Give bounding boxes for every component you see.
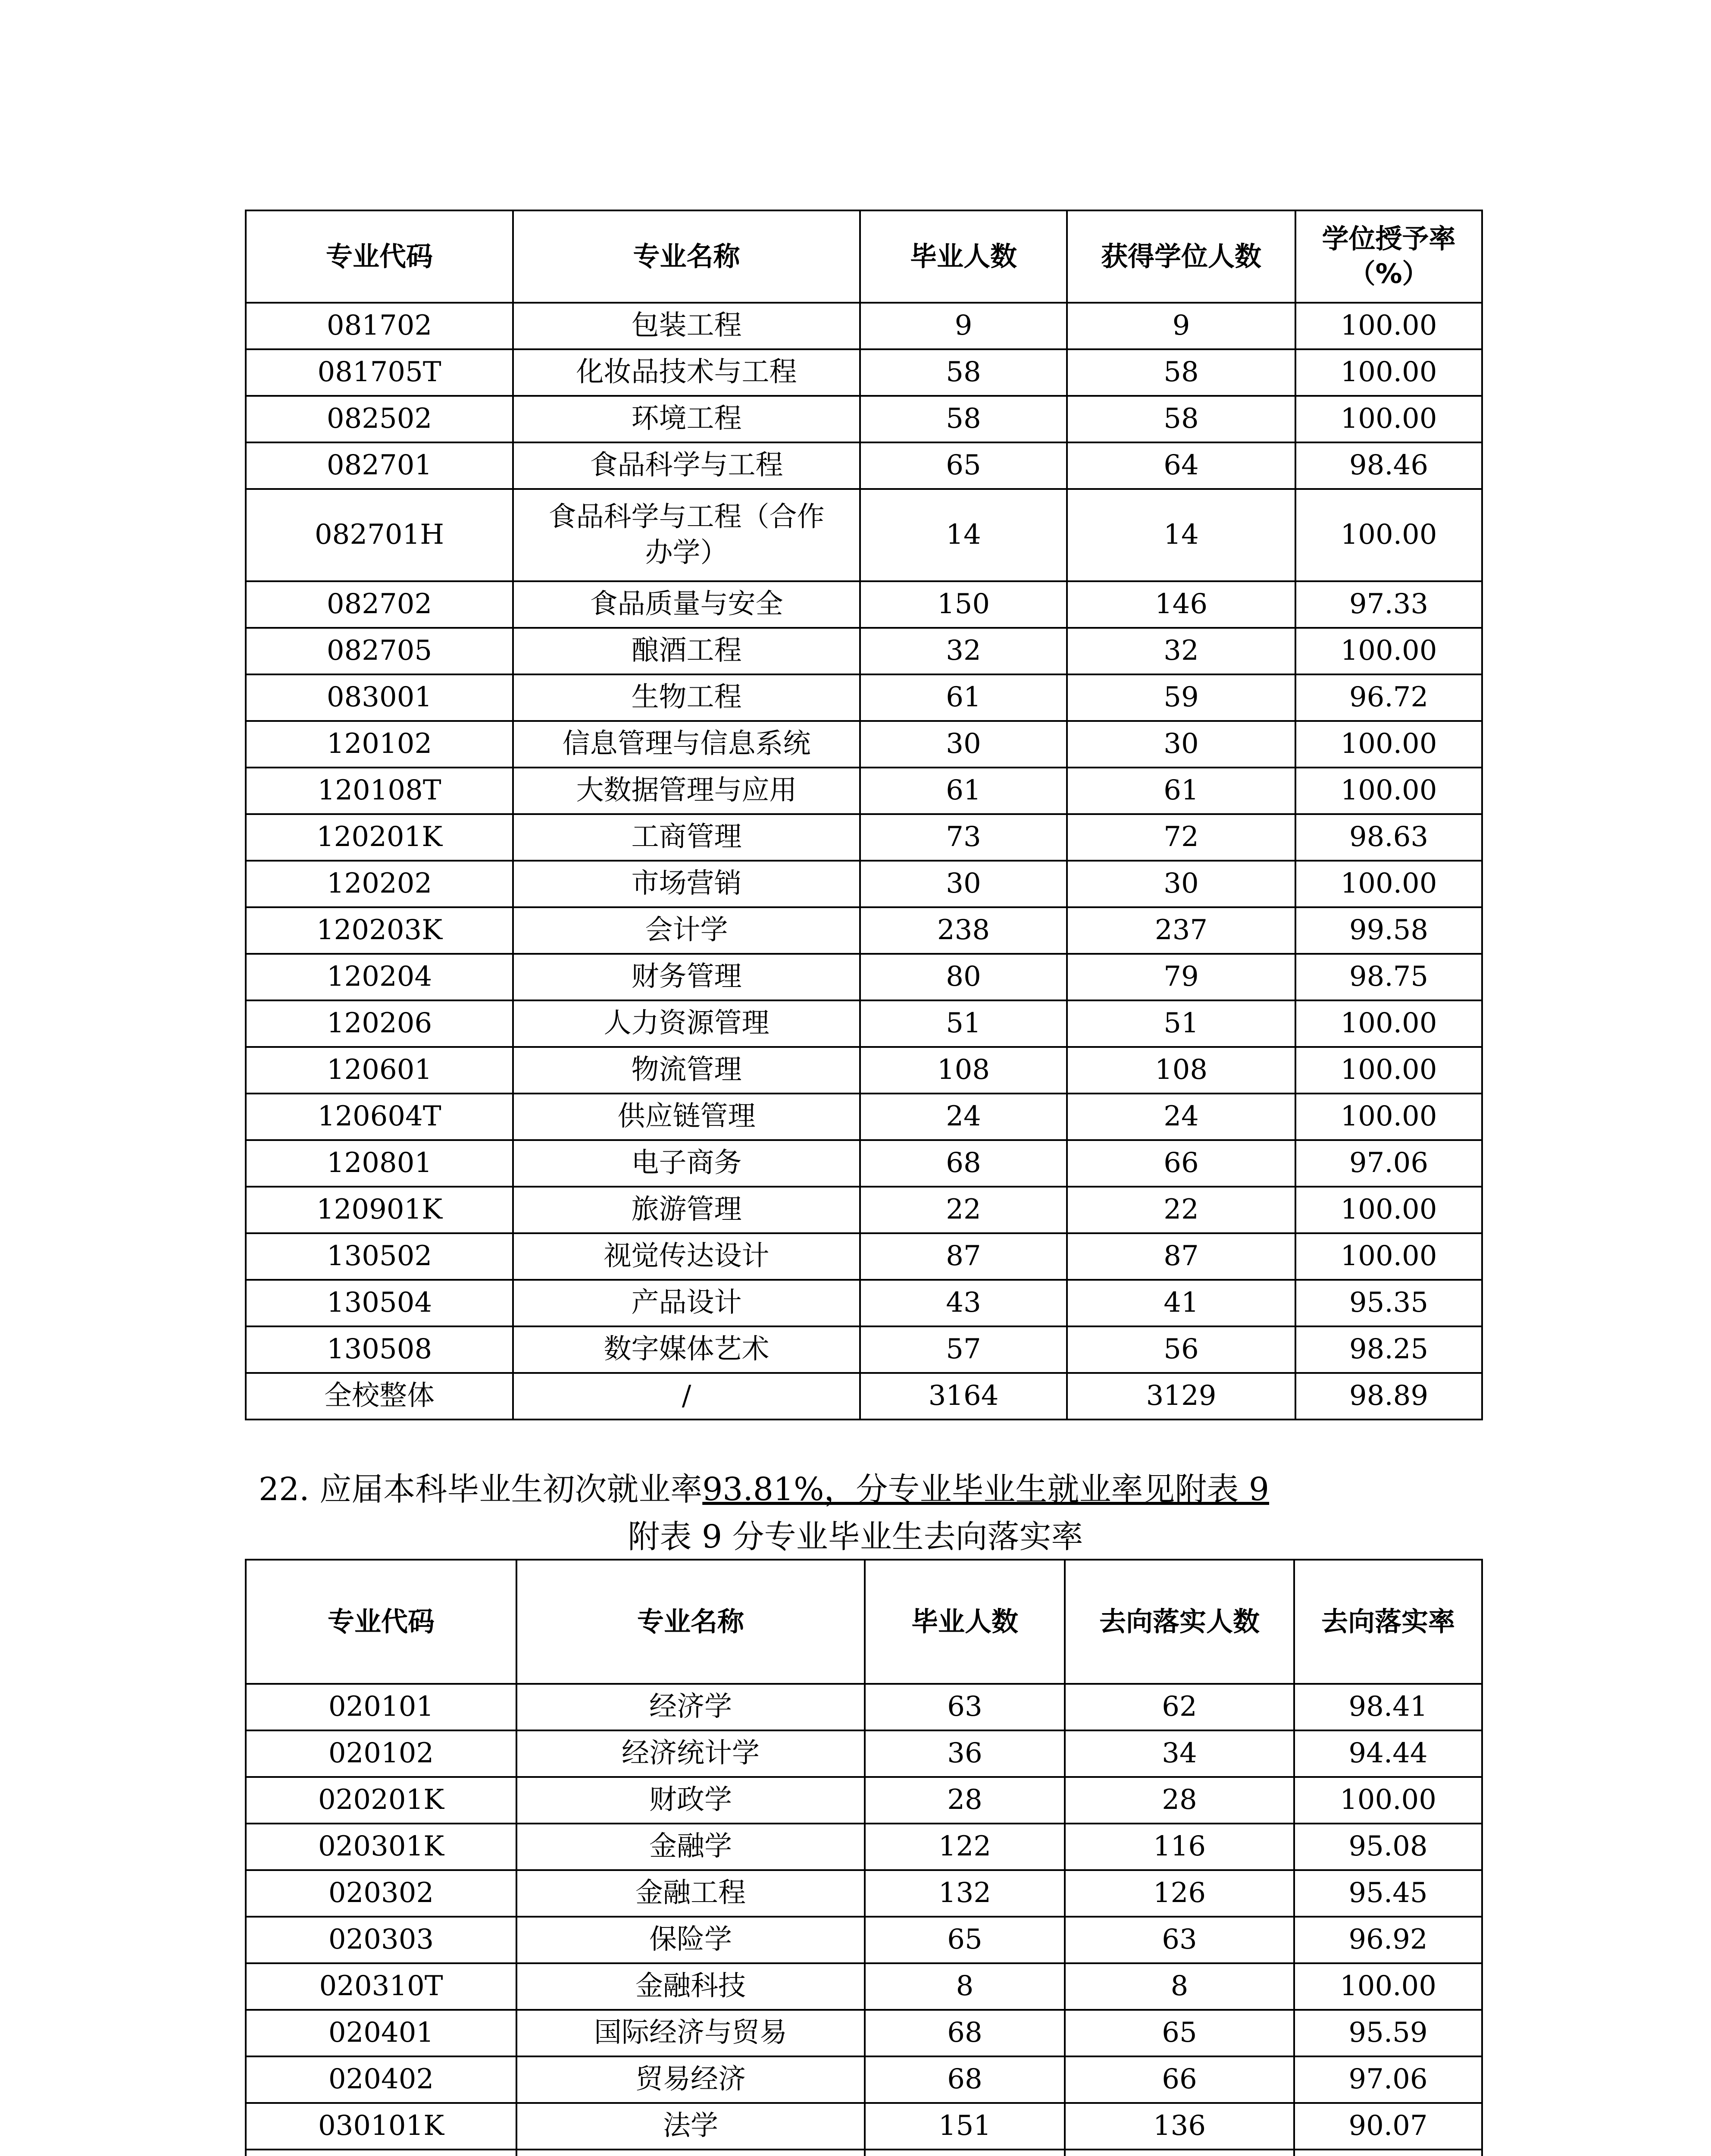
employment-rate-paragraph: 22. 应届本科毕业生初次就业率93.81%，分专业毕业生就业率见附表 9 <box>259 1471 1269 1508</box>
cell-major-code: 020102 <box>246 1730 516 1777</box>
cell-major-code <box>246 2150 516 2156</box>
cell-major-code: 120108T <box>246 768 513 814</box>
header-placement-rate: 去向落实率 <box>1294 1560 1482 1684</box>
cell-rate: 90.07 <box>1294 2103 1482 2150</box>
cell-rate: 97.33 <box>1295 581 1482 628</box>
header-major-name: 专业名称 <box>513 210 860 303</box>
header-major-code: 专业代码 <box>246 210 513 303</box>
cell-major-name: 环境工程 <box>513 396 860 442</box>
cell-graduates: 63 <box>865 1684 1065 1730</box>
cell-major-name: 视觉传达设计 <box>513 1233 860 1280</box>
table-row <box>246 1047 1482 1094</box>
cell-major-code: 120204 <box>246 954 513 1000</box>
table-row <box>246 1280 1482 1326</box>
cell-graduates: 122 <box>865 1824 1065 1870</box>
cell-rate: 98.89 <box>1295 1373 1482 1420</box>
cell-graduates: 150 <box>860 581 1067 628</box>
cell-major-code: 020201K <box>246 1777 516 1824</box>
cell-count: 237 <box>1067 907 1295 954</box>
cell-count: 32 <box>1067 628 1295 674</box>
cell-major-code: 120203K <box>246 907 513 954</box>
cell-major-code: 030101K <box>246 2103 516 2150</box>
table-row <box>246 2056 1482 2103</box>
table-row <box>246 396 1482 442</box>
cell-count: 87 <box>1067 1233 1295 1280</box>
table-row <box>246 1963 1482 2010</box>
table-row <box>246 2103 1482 2150</box>
cell-major-name: 食品科学与工程 <box>513 442 860 489</box>
cell-rate: 96.72 <box>1295 674 1482 721</box>
table-row <box>246 674 1482 721</box>
cell-major-code: 120202 <box>246 861 513 907</box>
table-row <box>246 768 1482 814</box>
cell-rate: 100.00 <box>1295 489 1482 581</box>
cell-graduates: 51 <box>860 1000 1067 1047</box>
cell-count: 59 <box>1067 674 1295 721</box>
cell-major-name: 财务管理 <box>513 954 860 1000</box>
cell-count: 28 <box>1065 1777 1294 1824</box>
table-row <box>246 1233 1482 1280</box>
cell-count: 30 <box>1067 861 1295 907</box>
cell-count: 22 <box>1067 1187 1295 1233</box>
cell-major-code: 020301K <box>246 1824 516 1870</box>
employment-rate-value: 93.81%，分专业毕业生就业率见附表 9 <box>702 1471 1269 1508</box>
cell-major-code: 082701H <box>246 489 513 581</box>
cell-major-name: 财政学 <box>516 1777 865 1824</box>
table-row <box>246 907 1482 954</box>
cell-rate: 97.06 <box>1294 2056 1482 2103</box>
cell-major-name: 电子商务 <box>513 1140 860 1187</box>
cell-count: 63 <box>1065 1917 1294 1963</box>
cell-rate: 100.00 <box>1295 1047 1482 1094</box>
cell-graduates: 36 <box>865 1730 1065 1777</box>
cell-major-name: / <box>513 1373 860 1420</box>
cell-major-name: 会计学 <box>513 907 860 954</box>
cell-count: 136 <box>1065 2103 1294 2150</box>
cell-count: 65 <box>1065 2010 1294 2056</box>
cell-count: 66 <box>1065 2056 1294 2103</box>
cell-graduates: 87 <box>860 1233 1067 1280</box>
cell-rate: 100.00 <box>1295 861 1482 907</box>
table-header-row <box>246 1560 1482 1684</box>
table-row <box>246 1326 1482 1373</box>
cell-major-name: 金融工程 <box>516 1870 865 1917</box>
cell-major-name: 经济学 <box>516 1684 865 1730</box>
cell-count: 116 <box>1065 1824 1294 1870</box>
cell-major-name: 信息管理与信息系统 <box>513 721 860 768</box>
cell-count: 58 <box>1067 349 1295 396</box>
cell-graduates: 32 <box>860 628 1067 674</box>
cell-rate: 98.63 <box>1295 814 1482 861</box>
table-row <box>246 1917 1482 1963</box>
cell-major-name: 化妆品技术与工程 <box>513 349 860 396</box>
cell-graduates: 57 <box>860 1326 1067 1373</box>
cell-count: 14 <box>1067 489 1295 581</box>
table-row <box>246 1730 1482 1777</box>
cell-major-code: 020401 <box>246 2010 516 2056</box>
cell-count: 8 <box>1065 1963 1294 2010</box>
cell-major-code: 083001 <box>246 674 513 721</box>
table-row <box>246 1094 1482 1140</box>
cell-rate: 98.75 <box>1295 954 1482 1000</box>
header-major-code: 专业代码 <box>246 1560 516 1684</box>
cell-major-code: 130502 <box>246 1233 513 1280</box>
cell-graduates: 8 <box>865 1963 1065 2010</box>
cell-major-code: 120102 <box>246 721 513 768</box>
cell-rate: 100.00 <box>1295 1000 1482 1047</box>
cell-major-code: 120601 <box>246 1047 513 1094</box>
cell-major-code: 020310T <box>246 1963 516 2010</box>
cell-graduates: 43 <box>860 1280 1067 1326</box>
cell-count: 9 <box>1067 303 1295 349</box>
table-row <box>246 1870 1482 1917</box>
cell-rate: 96.92 <box>1294 1917 1482 1963</box>
cell-count: 61 <box>1067 768 1295 814</box>
table-row <box>246 2150 1482 2156</box>
table-row <box>246 628 1482 674</box>
cell-major-code: 020402 <box>246 2056 516 2103</box>
cell-major-name: 贸易经济 <box>516 2056 865 2103</box>
header-placed-count: 去向落实人数 <box>1065 1560 1294 1684</box>
table-row <box>246 1187 1482 1233</box>
table-row <box>246 1684 1482 1730</box>
cell-major-name: 生物工程 <box>513 674 860 721</box>
cell-count: 58 <box>1067 396 1295 442</box>
cell-major-code: 120201K <box>246 814 513 861</box>
cell-major-code: 082701 <box>246 442 513 489</box>
cell-rate: 100.00 <box>1295 396 1482 442</box>
header-major-name: 专业名称 <box>516 1560 865 1684</box>
cell-count: 3129 <box>1067 1373 1295 1420</box>
table-caption: 附表 9 分专业毕业生去向落实率 <box>628 1518 1083 1555</box>
cell-graduates: 61 <box>860 674 1067 721</box>
cell-major-code: 130504 <box>246 1280 513 1326</box>
employment-rate-table <box>245 1559 1483 2156</box>
table-row <box>246 814 1482 861</box>
cell-count: 146 <box>1067 581 1295 628</box>
cell-graduates: 151 <box>865 2103 1065 2150</box>
cell-count: 62 <box>1065 1684 1294 1730</box>
cell-graduates: 80 <box>860 954 1067 1000</box>
header-graduates: 毕业人数 <box>860 210 1067 303</box>
cell-graduates: 238 <box>860 907 1067 954</box>
cell-rate: 100.00 <box>1294 1963 1482 2010</box>
cell-rate: 94.44 <box>1294 1730 1482 1777</box>
cell-major-name: 数字媒体艺术 <box>513 1326 860 1373</box>
cell-graduates: 68 <box>865 2056 1065 2103</box>
cell-major-code: 120604T <box>246 1094 513 1140</box>
cell-rate <box>1294 2150 1482 2156</box>
cell-graduates: 28 <box>865 1777 1065 1824</box>
cell-count: 24 <box>1067 1094 1295 1140</box>
cell-graduates: 132 <box>865 1870 1065 1917</box>
header-degree-rate: 学位授予率 （%） <box>1295 210 1482 303</box>
cell-rate: 97.06 <box>1295 1140 1482 1187</box>
table-row <box>246 581 1482 628</box>
cell-graduates: 68 <box>865 2010 1065 2056</box>
table-row <box>246 442 1482 489</box>
cell-major-code: 020303 <box>246 1917 516 1963</box>
cell-rate: 98.46 <box>1295 442 1482 489</box>
header-graduates: 毕业人数 <box>865 1560 1065 1684</box>
cell-major-name: 金融学 <box>516 1824 865 1870</box>
cell-graduates: 73 <box>860 814 1067 861</box>
table-row <box>246 349 1482 396</box>
cell-graduates: 3164 <box>860 1373 1067 1420</box>
cell-rate: 95.08 <box>1294 1824 1482 1870</box>
cell-major-name: 市场营销 <box>513 861 860 907</box>
cell-graduates: 14 <box>860 489 1067 581</box>
cell-rate: 100.00 <box>1295 768 1482 814</box>
cell-major-name: 国际经济与贸易 <box>516 2010 865 2056</box>
table-row <box>246 861 1482 907</box>
cell-count: 41 <box>1067 1280 1295 1326</box>
cell-graduates: 9 <box>860 303 1067 349</box>
cell-count: 34 <box>1065 1730 1294 1777</box>
cell-graduates: 68 <box>860 1140 1067 1187</box>
cell-count <box>1065 2150 1294 2156</box>
cell-graduates: 30 <box>860 721 1067 768</box>
header-degree-count: 获得学位人数 <box>1067 210 1295 303</box>
cell-rate: 100.00 <box>1295 1233 1482 1280</box>
cell-graduates: 22 <box>860 1187 1067 1233</box>
cell-major-name: 大数据管理与应用 <box>513 768 860 814</box>
cell-rate: 100.00 <box>1295 1187 1482 1233</box>
cell-count: 66 <box>1067 1140 1295 1187</box>
table-row <box>246 1140 1482 1187</box>
table-row <box>246 1373 1482 1420</box>
table-row <box>246 2010 1482 2056</box>
cell-major-name: 金融科技 <box>516 1963 865 2010</box>
cell-rate: 98.41 <box>1294 1684 1482 1730</box>
cell-major-code: 082702 <box>246 581 513 628</box>
cell-rate: 100.00 <box>1295 1094 1482 1140</box>
cell-count: 108 <box>1067 1047 1295 1094</box>
cell-rate: 100.00 <box>1295 721 1482 768</box>
cell-major-code: 全校整体 <box>246 1373 513 1420</box>
cell-count: 30 <box>1067 721 1295 768</box>
cell-count: 56 <box>1067 1326 1295 1373</box>
cell-major-name: 工商管理 <box>513 814 860 861</box>
cell-major-code: 130508 <box>246 1326 513 1373</box>
table-row <box>246 1777 1482 1824</box>
cell-rate: 100.00 <box>1295 628 1482 674</box>
table-row <box>246 1000 1482 1047</box>
cell-major-code: 082705 <box>246 628 513 674</box>
cell-major-name: 保险学 <box>516 1917 865 1963</box>
cell-major-name: 食品科学与工程（合作 办学） <box>513 489 860 581</box>
cell-major-name: 供应链管理 <box>513 1094 860 1140</box>
cell-major-name: 人力资源管理 <box>513 1000 860 1047</box>
cell-major-code: 020101 <box>246 1684 516 1730</box>
cell-major-name: 旅游管理 <box>513 1187 860 1233</box>
degree-rate-table <box>245 210 1483 1420</box>
cell-count: 51 <box>1067 1000 1295 1047</box>
cell-graduates: 65 <box>865 1917 1065 1963</box>
cell-major-name: 物流管理 <box>513 1047 860 1094</box>
cell-rate: 99.58 <box>1295 907 1482 954</box>
cell-major-code: 082502 <box>246 396 513 442</box>
cell-major-code: 081702 <box>246 303 513 349</box>
cell-major-code: 020302 <box>246 1870 516 1917</box>
cell-graduates: 108 <box>860 1047 1067 1094</box>
cell-graduates <box>865 2150 1065 2156</box>
cell-count: 126 <box>1065 1870 1294 1917</box>
table-row <box>246 303 1482 349</box>
cell-major-name: 经济统计学 <box>516 1730 865 1777</box>
cell-count: 64 <box>1067 442 1295 489</box>
cell-graduates: 24 <box>860 1094 1067 1140</box>
table-row <box>246 954 1482 1000</box>
cell-rate: 95.59 <box>1294 2010 1482 2056</box>
cell-major-name: 酿酒工程 <box>513 628 860 674</box>
cell-major-code: 120206 <box>246 1000 513 1047</box>
cell-rate: 98.25 <box>1295 1326 1482 1373</box>
cell-major-name: 产品设计 <box>513 1280 860 1326</box>
cell-rate: 100.00 <box>1295 349 1482 396</box>
cell-major-code: 120801 <box>246 1140 513 1187</box>
cell-rate: 95.35 <box>1295 1280 1482 1326</box>
cell-graduates: 58 <box>860 349 1067 396</box>
cell-graduates: 65 <box>860 442 1067 489</box>
table-header-row <box>246 210 1482 303</box>
cell-major-name: 包装工程 <box>513 303 860 349</box>
cell-rate: 100.00 <box>1295 303 1482 349</box>
cell-major-name: 食品质量与安全 <box>513 581 860 628</box>
cell-count: 79 <box>1067 954 1295 1000</box>
cell-major-code: 120901K <box>246 1187 513 1233</box>
cell-graduates: 61 <box>860 768 1067 814</box>
table-row <box>246 489 1482 581</box>
cell-major-code: 081705T <box>246 349 513 396</box>
table-row <box>246 1824 1482 1870</box>
table-row <box>246 721 1482 768</box>
cell-major-name: 法学 <box>516 2103 865 2150</box>
cell-major-name <box>516 2150 865 2156</box>
cell-count: 72 <box>1067 814 1295 861</box>
cell-graduates: 30 <box>860 861 1067 907</box>
cell-rate: 95.45 <box>1294 1870 1482 1917</box>
cell-rate: 100.00 <box>1294 1777 1482 1824</box>
cell-graduates: 58 <box>860 396 1067 442</box>
